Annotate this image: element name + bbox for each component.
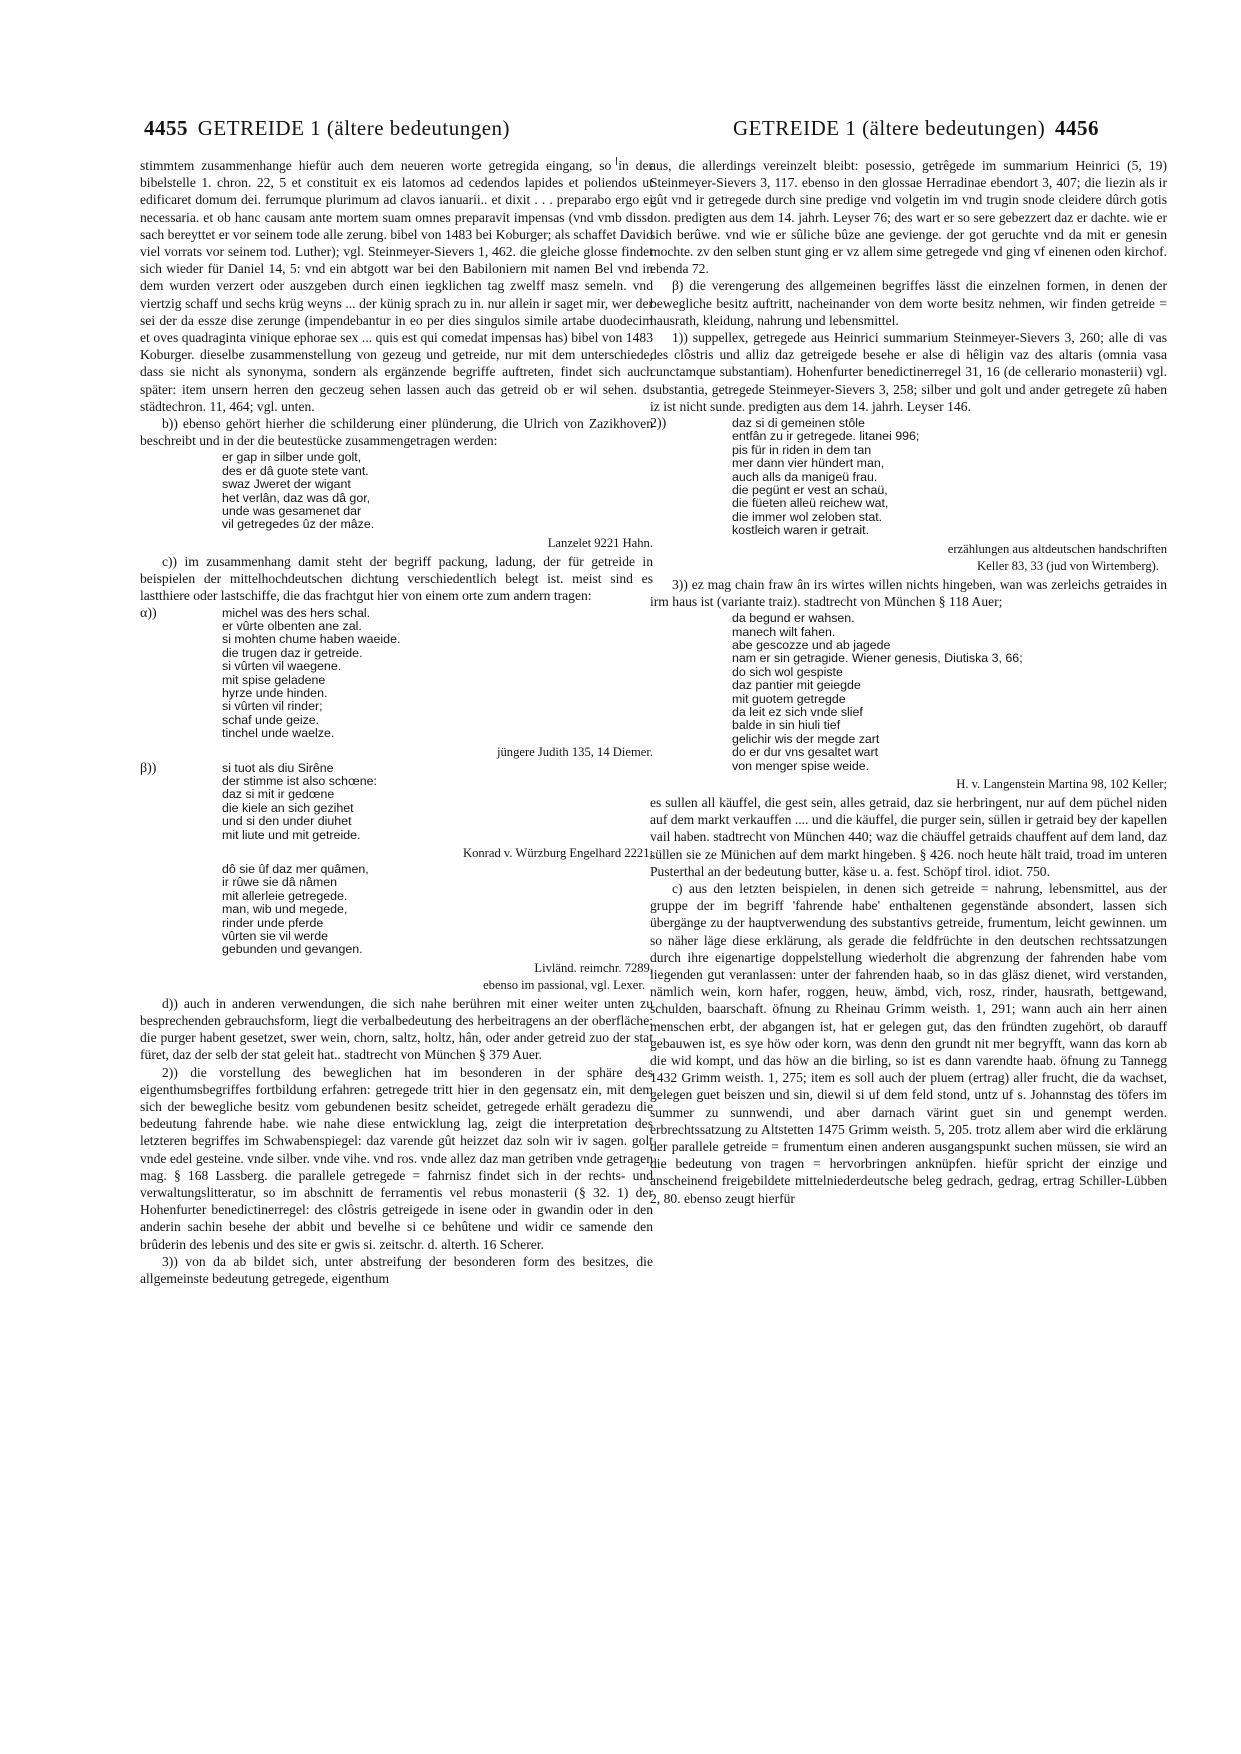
verse-line	[222, 863, 653, 876]
verse-line-text: die pegünt er vest an schaü,	[732, 483, 888, 498]
verse-line-text: het verlân, daz was dâ gor,	[222, 490, 371, 505]
text-paragraph: c)) im zusammenhang damit steht der begriff packung, ladung, der für getreide in beispielen der mittelhochdeutschen dichtung verschiedentlich belegt ist. meist sind es lastthiere oder lastschiffe, die das frachtgut hier von einem orte zum andern tragen:	[140, 553, 653, 604]
verse-line	[222, 943, 653, 956]
verse-line-text: man, wib und megede,	[222, 902, 348, 917]
verse-line-text: daz si di gemeinen stôle	[732, 416, 865, 431]
verse-line-text: die füeten alleü reichew wat,	[732, 496, 889, 511]
verse-line-text: gelichir wis der megde zart	[732, 731, 880, 746]
left-header	[140, 116, 510, 141]
verse-marker: 2))	[650, 416, 667, 432]
verse-source-citation: Konrad v. Würzburg Engelhard 2221;	[462, 846, 653, 860]
verse-line-text: entfân zu ir getregede. litanei 996;	[732, 429, 920, 444]
verse-line	[732, 471, 1167, 484]
verse-line-text: nam er sin getragide. Wiener genesis, Diutiska 3, 66;	[732, 651, 1023, 666]
verse-line	[222, 633, 653, 646]
verse-line	[140, 760, 653, 776]
text-paragraph: 3)) ez mag chain fraw ân irs wirtes willen nichts hingeben, wan was zerleichs getraides in irm haus ist (variante traiz). stadtrecht von München § 118 Auer;	[650, 576, 1167, 609]
verse-line-text: hyrze unde hinden.	[222, 685, 328, 700]
verse-line	[732, 639, 1167, 652]
verse-line-text: des er dâ guote stete vant.	[222, 463, 369, 478]
verse-line-text: pis für in riden in dem tan	[732, 442, 872, 457]
verse-line	[732, 626, 1167, 639]
verse-line-text: tinchel unde waelze.	[222, 726, 335, 741]
text-paragraph: d)) auch in anderen verwendungen, die sich nahe berühren mit einer weiter unten zu besprechenden gebrauchsform, liegt die verbalbedeutung des herbeitragens an der oberfläche: die purger habent gesetzet, swer wein, chorn, saltz, holtz, hân, oder ander getreid zuo der stat füret, daz der selb der stat geleit hat.. stadtrecht von München § 379 Auer.	[140, 995, 653, 1063]
verse-line	[222, 518, 653, 531]
verse-marker: α))	[140, 605, 157, 621]
verse-line-text: balde in sin hiuli tief	[732, 718, 841, 733]
verse-line	[222, 647, 653, 660]
left-column	[140, 157, 653, 1287]
text-paragraph: 2)) die vorstellung des beweglichen hat im besonderen in der sphäre des eigenthumsbegriffes fortbildung erfahren: getregede tritt hier in den gegensatz ein, mit dem sich der bewegliche besitz vom gebundenen besitz scheidet, getregede erhält geradezu die bedeutung fahrende habe. wie nahe diese entwicklung lag, zeigt die interpretation des letzteren begriffes im Schwabenspiegel: daz varende gût heizzet daz soln wir iv sagen. golt vnde edel gesteine. vnde silber. vnde vihe. vnd ros. vnde allez daz man getriben vnde getragen mag. § 168 Lassberg. die parallele getregede = fahrnisz findet sich in der rechts- und verwaltungslitteratur, so im abschnitt de ferramentis vel rebus monasterii (§ 32. 1) der Hohenfurter benedictinerregel: des clôstris getreigede in isene oder in gwandin oder in den anderin sachin besehe der abbit und bevelhe si ce behûtene und widir ce samende den brûderin des lebenis und des site er gwis si. zeitschr. d. alterth. 16 Scherer.	[140, 1064, 653, 1252]
verse-line-text: er gap in silber unde golt,	[222, 450, 362, 465]
verse-line	[222, 465, 653, 478]
right-header	[733, 116, 1103, 141]
verse-line	[732, 693, 1167, 706]
right-header-title: GETREIDE 1 (ältere bedeutungen)	[732, 116, 1046, 140]
verse-line-text: daz si mit ir gedœne	[222, 787, 335, 802]
left-page-number: 4455	[144, 116, 188, 140]
verse-line-text: swaz Jweret der wigant	[222, 477, 351, 492]
verse-line-text: dô sie ûf daz mer quâmen,	[222, 862, 369, 876]
verse-line	[222, 930, 653, 943]
verse-line-text: mit allerleie getregede.	[222, 888, 348, 903]
verse-line	[222, 505, 653, 518]
verse-line-text: michel was des hers schal.	[222, 605, 371, 620]
verse-line	[222, 829, 653, 842]
verse-line-text: er vûrte olbenten ane zal.	[222, 618, 362, 633]
verse-line	[732, 457, 1167, 470]
verse-line-text: manech wilt fahen.	[732, 624, 836, 639]
left-header-title: GETREIDE 1 (ältere bedeutungen)	[197, 116, 511, 140]
verse-line	[222, 714, 653, 727]
verse-line-text: da begund er wahsen.	[732, 611, 855, 626]
verse-line	[732, 666, 1167, 679]
text-paragraph: aus, die allerdings vereinzelt bleibt: posessio, getrêgede im summarium Heinrici (5, 19) Steinmeyer-Sievers 3, 117. ebenso in den glossae Herradinae ebendort 3, 407; die liezin als ir gût vnd ir getregede durch sine predige vnd volgetin im vnd trugin snode cleidere dûrch gotis lon. predigten aus dem 14. jahrh. Leyser 76; des wart er so sere gebezzert daz er dachte. wie er sich berûwe. vnd wie er sûliche bûze ane gevienge. der got geruchte vnd da mit er genesin mochte. zv den selben stunt ging er vz allem sime getregede vnd ging vf einenen oden kirchof. ebenda 72.	[650, 158, 1167, 277]
verse-line-text: die trugen daz ir getreide.	[222, 645, 363, 660]
verse-line	[732, 760, 1167, 773]
verse-line	[222, 620, 653, 633]
verse-line-text: mer dann vier hündert man,	[732, 456, 885, 471]
verse-line-text: mit liute und mit getreide.	[222, 827, 361, 842]
verse-line-text: do sich wol gespiste	[732, 664, 843, 679]
verse-line-text: si tuot als diu Sirêne	[222, 760, 334, 775]
text-paragraph: c) aus den letzten beispielen, in denen sich getreide = nahrung, lebensmittel, aus der gruppe der im begriff 'fahrende habe' enthaltenen gegenstände absondert, lassen sich übergänge zu der hauptverwendung des substantivs getreide, frumentum, leicht gewinnen. um so näher läge diese erklärung, als gerade die feldfrüchte in den deutschen rechtssatzungen durch ihre eigenartige doppelstellung wiederholt die abgrenzung der fahrenden habe vom liegenden gut veranlassen: unter der fahrenden haab, so in das gläsz dienet, wird verstanden, nämlich wein, korn hafer, roggen, heuw, ämbd, vich, rosz, rinder, hausrath, bettgewand, schulden, baarschaft. öfnung zu Rheinau Grimm weisth. 1, 291; wann auch ain herr ainen menschen erbt, der abgangen ist, hat er gelegen gut, das den fründten zugehört, ob darauff gebauwen ist, es sye höw oder korn, was denn den grundt nit mer begryfft, wann das korn ab die wid kompt, und das höw an die birling, so ist es dann varendte haab. öfnung zu Tannegg 1432 Grimm weisth. 1, 275; item es soll auch der pluem (ertrag) aller frucht, die da wachset, gelegen guet beiszen und sin, diewil si uf dem feld stond, untz uf s. Johannstag des töfers im summer zu sunnwendi, und aber darnach värint guet sin und genempt werden. erbrechtssatzung zu Altstetten 1475 Grimm weisth. 5, 205. trotz allem aber wird die erklärung der parallele getreide = frumentum einen anderen ausgangspunkt suchen müssen, sie wird an die bedeutung von tragen = hervorbringen anknüpfen. hiefür spricht der einzige und anscheinend freigebildete mittelniederdeutsche beleg gedrach, gedrag, ertrag Schiller-Lübben 2, 80. ebenso zeugt hierfür	[650, 881, 1167, 1206]
verse-line	[140, 605, 653, 621]
verse-line	[732, 746, 1167, 759]
verse-line-text: auch alls da manigeü frau.	[732, 469, 878, 484]
verse-line	[732, 719, 1167, 732]
verse-line	[222, 788, 653, 801]
verse-line-text: mit guotem getregde	[732, 691, 846, 706]
verse-source-citation: H. v. Langenstein Martina 98, 102 Keller;	[956, 776, 1167, 791]
verse-line-text: die immer wol zeloben stat.	[732, 509, 883, 524]
text-paragraph: 1)) suppellex, getregede aus Heinrici summarium Steinmeyer-Sievers 3, 260; alle di vas des clôstris und alliz daz getreigede besehe er alse di hêligin vaz des altaris (omnia vasa cunctamque substantiam). Hohenfurter benedictinerregel 31, 16 (de cellerario monasterii) vgl. substantia, getregede Steinmeyer-Sievers 3, 258; silber und golt und ander getregete zû haben iz ist nicht sunde. predigten aus dem 14. jahrh. Leyser 146.	[650, 330, 1167, 414]
right-column	[650, 157, 1167, 1207]
verse-line	[732, 444, 1167, 457]
verse-quotation	[140, 863, 653, 957]
verse-line	[222, 917, 653, 930]
verse-line-text: do er dur vns gesaltet wart	[732, 745, 879, 760]
verse-line	[222, 903, 653, 916]
verse-quotation	[650, 612, 1167, 773]
verse-line-text: da leit ez sich vnde slief	[732, 704, 863, 719]
verse-line-text: ir rûwe sie dâ nâmen	[222, 875, 338, 890]
verse-line	[732, 497, 1167, 510]
text-paragraph: β) die verengerung des allgemeinen begriffes lässt die einzelnen formen, in denen der bewegliche besitz auftritt, nacheinander von dem worte besitz nehmen, wir finden getreide = hausrath, kleidung, nahrung und lebensmittel.	[650, 278, 1167, 328]
verse-line-text: gebunden und gevangen.	[222, 942, 363, 957]
verse-quotation	[140, 451, 653, 531]
text-paragraph: es sullen all käuffel, die gest sein, alles getraid, daz sie herbringent, nur auf dem püchel niden auf dem markt verkauffen .... und die käuffel, die purger sein, süllen ir getraid bey der kapellen vail haben. stadtrecht von München 440; waz die chäuffel getraids chauffent auf dem land, daz süllen sie ze Münichen auf dem markt hingeben. § 426. noch heute hält traid, troad im unteren Pusterthal an der bedeutung butter, käse u. a. fest. Schöpf tirol. idiot. 750.	[650, 794, 1167, 879]
verse-line-text: kostleich waren ir getrait.	[732, 523, 870, 538]
verse-line	[732, 652, 1167, 665]
verse-line-text: und si den under diuhet	[222, 814, 352, 829]
right-page-number: 4456	[1055, 116, 1099, 140]
verse-line	[222, 478, 653, 491]
verse-line-text: die kiele an sich gezihet	[222, 800, 354, 815]
verse-source-citation: erzählungen aus altdeutschen handschriften	[947, 541, 1167, 556]
verse-quotation	[650, 417, 1167, 538]
verse-line	[222, 492, 653, 505]
verse-line	[732, 679, 1167, 692]
verse-marker: β))	[140, 760, 157, 776]
verse-line	[732, 612, 1167, 625]
verse-line-text: schaf unde geize.	[222, 712, 320, 727]
verse-line	[732, 733, 1167, 746]
verse-line-text: vûrten sie vil werde	[222, 929, 329, 944]
verse-line	[732, 706, 1167, 719]
verse-source-citation: jüngere Judith 135, 14 Diemer.	[497, 744, 653, 759]
verse-line-text: si mohten chume haben waeide.	[222, 632, 401, 647]
verse-line	[222, 700, 653, 713]
verse-line	[222, 890, 653, 903]
text-paragraph: b)) ebenso gehört hierher die schilderung einer plünderung, die Ulrich von Zazikhoven beschreibt und in der die beutestücke zusammengetragen werden:	[140, 416, 653, 449]
verse-line-text: rinder unde pferde	[222, 915, 324, 930]
verse-quotation	[140, 607, 653, 741]
verse-line	[732, 524, 1167, 537]
verse-line	[732, 511, 1167, 524]
verse-line	[650, 416, 1167, 432]
verse-line-text: der stimme ist also schœne:	[222, 773, 377, 788]
verse-line	[222, 815, 653, 828]
verse-line	[222, 727, 653, 740]
verse-source-citation: Lanzelet 9221 Hahn.	[547, 535, 653, 550]
verse-line	[222, 687, 653, 700]
verse-source-citation: Livländ. reimchr. 7289,	[534, 960, 653, 975]
verse-line-text: unde was gesamenet dar	[222, 504, 362, 519]
verse-line-text: mit spise geladene	[222, 672, 326, 687]
verse-source-citation: ebenso im passional, vgl. Lexer.	[483, 977, 645, 992]
verse-line-text: von menger spise weide.	[732, 758, 870, 773]
text-paragraph: stimmtem zusammenhange hiefür auch dem neueren worte getregida eingang, so in der bibelstelle 1. chron. 22, 5 et constituit ex eis latomos ad cedendos lapides et poliendos ut edificaret domum dei. ferrumque plurimum ad clavos ianuarii.. et dixit . . . preparabo ergo ei necessaria. et ob hanc causam ante mortem suam omnes preparavit impensas (vnd vmb disse sach bereyttet er vor seinem tode alle zerung. bibel von 1483 bei Koburger; als schaffet David viel vorrats vor seinem tod. Luther); vgl. Steinmeyer-Sievers 1, 462. die gleiche glosse findet sich wieder für Daniel 14, 5: vnd ein abtgott war bei den Babiloniern mit namen Bel vnd in dem wurden verzert oder auszgeben durch einen iegklichen tag zwelff masz semeln. vnd viertzig schaff und sechs krüg weyns ... der künig sprach zu in. nur allein ir saget mir, wer der sei der da essze dise zerunge (impendebantur in eo per dies singulos simile artabe duodecim et oves quadraginta vinique ephorae sex ... quis est qui comedat impensas has) bibel von 1483 Koburger. dieselbe zusammenstellung von gezeug und getreide, nur mit dem unterschiede, dass sie nicht als synonyma, sondern als ergänzende begriffe auftreten, findet sich auch später: item unsern herren den geczeug sehen lassen auch das getreid ob er wil sehen. d. städtechron. 11, 464; vgl. unten.	[140, 158, 653, 414]
verse-line	[222, 876, 653, 889]
verse-quotation	[140, 762, 653, 842]
verse-line	[222, 775, 653, 788]
verse-line-text: daz pantier mit geiegde	[732, 678, 861, 693]
verse-line-text: vil getregedes ûz der mâze.	[222, 517, 375, 532]
verse-line	[732, 430, 1167, 443]
verse-source-citation: Keller 83, 33 (jud von Wirtemberg).	[977, 558, 1159, 573]
verse-line	[222, 660, 653, 673]
verse-line	[222, 674, 653, 687]
text-paragraph: 3)) von da ab bildet sich, unter abstreifung der besonderen form des besitzes, die allgemeinste bedeutung getregede, eigenthum	[140, 1253, 653, 1287]
verse-line-text: si vûrten vil waegene.	[222, 659, 342, 674]
verse-line	[222, 451, 653, 464]
verse-line	[222, 802, 653, 815]
verse-line-text: abe gescozze und ab jagede	[732, 637, 891, 652]
verse-line-text: si vûrten vil rinder;	[222, 699, 323, 714]
verse-line	[732, 484, 1167, 497]
